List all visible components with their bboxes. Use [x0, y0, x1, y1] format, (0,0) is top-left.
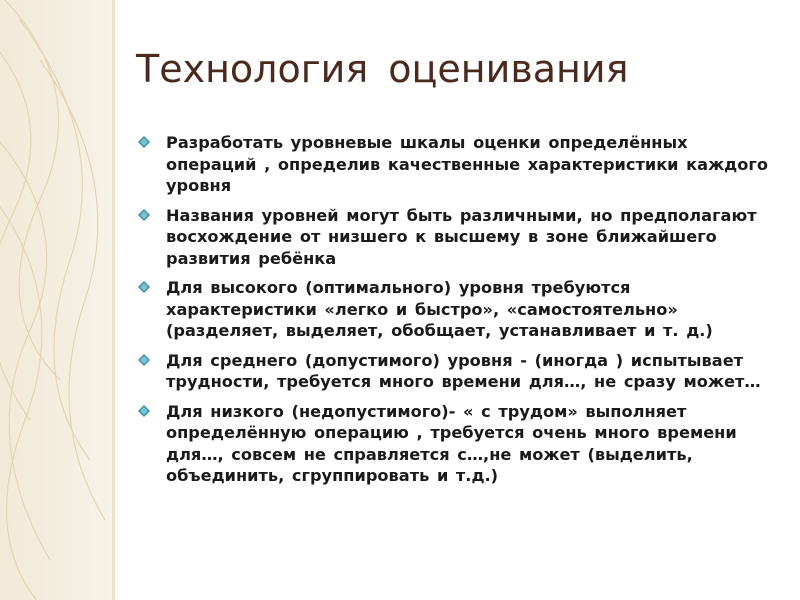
slide-title: Технология оценивания [136, 47, 629, 91]
bullet-text: Разработать уровневые шкалы оценки определённых операций , определив качественные характеристики каждого уровня [166, 133, 768, 195]
list-item [138, 205, 778, 270]
diamond-bullet-icon [138, 281, 150, 293]
list-item [138, 350, 778, 393]
decorative-curves [0, 0, 140, 600]
bullet-list [138, 132, 778, 495]
list-item [138, 277, 778, 342]
bullet-text: Для низкого (недопустимого)- « с трудом» выполняет определённую операцию , требуется очень много времени для…, совсем не справляется с…,не может (выделить, объединить, сгруппировать и т.д.) [166, 401, 737, 485]
diamond-bullet-icon [138, 136, 150, 148]
bullet-text: Названия уровней могут быть различными, но предполагают восхождение от низшего к высшему в зоне ближайшего развития ребёнка [166, 205, 757, 268]
bullet-text: Для высокого (оптимального) уровня требуются характеристики «легко и быстро», «самостоятельно» (разделяет, выделяет, обобщает, устанавливает и т. д.) [166, 278, 713, 340]
diamond-bullet-icon [138, 209, 150, 221]
bullet-text: Для среднего (допустимого) уровня - (иногда ) испытывает трудности, требуется много времени для…, не сразу может… [166, 350, 761, 391]
list-item [138, 401, 778, 487]
diamond-bullet-icon [138, 354, 150, 366]
diamond-bullet-icon [138, 405, 150, 417]
list-item [138, 132, 778, 197]
